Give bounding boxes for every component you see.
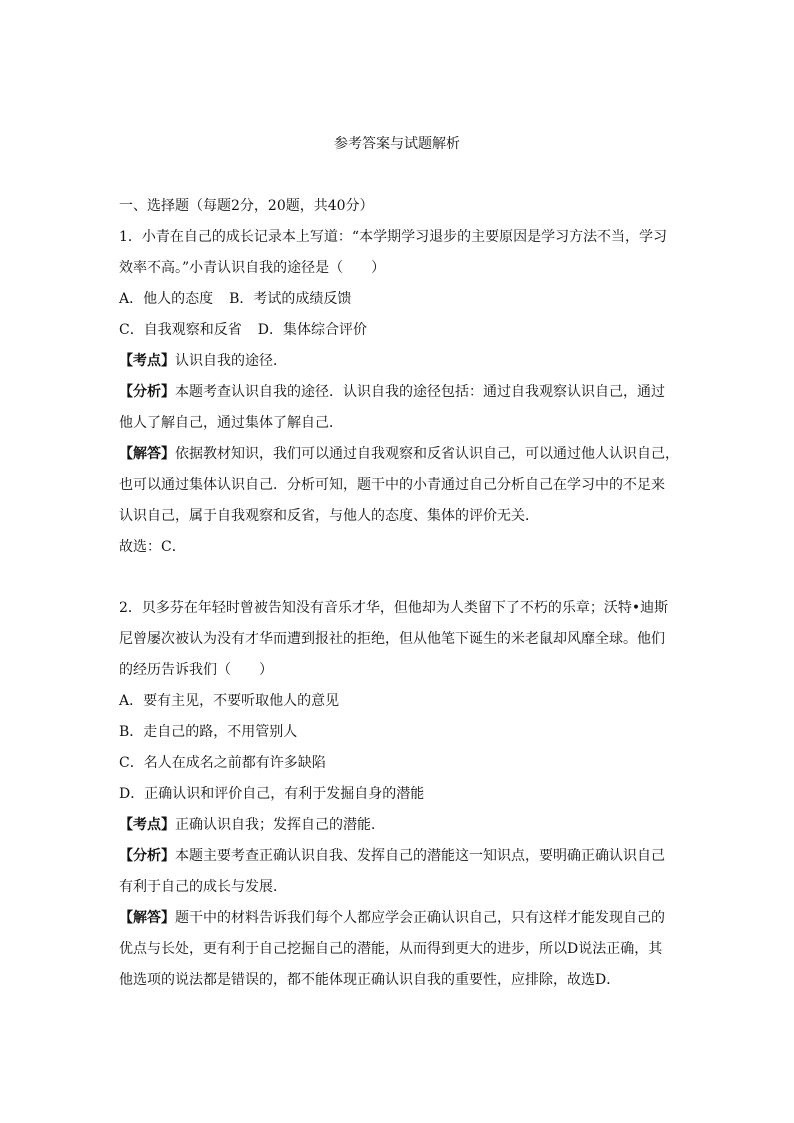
q1-fenxi-text-1: 本题考查认识自我的途径．认识自我的途径包括：通过自我观察认识自己，通过 (175, 384, 665, 400)
q1-fenxi-line-2: 他人了解自己，通过集体了解自己． (119, 415, 343, 431)
q1-kaodian-text: 认识自我的途径． (175, 353, 287, 369)
q1-jieda-line-3: 认识自己，属于自我观察和反省，与他人的态度、集体的评价无关． (119, 508, 539, 524)
q2-fenxi-text-1: 本题主要考查正确认识自我、发挥自己的潜能这一知识点，要明确正确认识自己 (175, 848, 665, 864)
q1-option-a: A．他人的态度 (119, 291, 214, 307)
q1-options-ab (119, 289, 679, 320)
q2-option-c: C．名人在成名之前都有许多缺陷 (119, 755, 326, 771)
q2-stem-line-2: 尼曾屡次被认为没有才华而遭到报社的拒绝，但从他笔下诞生的米老鼠却风靡全球。他们 (119, 631, 665, 647)
q2-option-b: B．走自己的路，不用管别人 (119, 724, 298, 740)
q1-jieda-line-1 (119, 444, 679, 475)
q1-fenxi-tag: 【分析】 (119, 384, 175, 400)
q2-jieda-text-1: 题干中的材料告诉我们每个人都应学会正确认识自己，只有这样才能发现自己的 (175, 910, 665, 926)
q2-fenxi-line-2: 有利于自己的成长与发展． (119, 879, 287, 895)
q2-fenxi-tag: 【分析】 (119, 848, 175, 864)
question-2 (119, 598, 679, 1001)
q1-kaodian (119, 351, 679, 382)
q1-jieda-text-1: 依据教材知识，我们可以通过自我观察和反省认识自己，可以通过他人认识自己， (175, 446, 679, 462)
q2-kaodian (119, 815, 679, 846)
q2-stem-line-3: 的经历告诉我们（ ） (119, 662, 273, 678)
question-1 (119, 227, 679, 568)
section-heading: 一、选择题（每题2分，20题，共40分） (119, 198, 374, 214)
q1-stem-line-1: 1．小青在自己的成长记录本上写道：“本学期学习退步的主要原因是学习方法不当，学习 (119, 229, 668, 245)
q2-jieda-tag: 【解答】 (119, 910, 175, 926)
q1-stem-line-2: 效率不高。”小青认识自我的途径是（ ） (119, 260, 386, 276)
document-body (119, 196, 679, 1001)
q2-jieda-line-3: 他选项的说法都是错误的，都不能体现正确认识自我的重要性，应排除，故选D． (119, 972, 621, 988)
q2-kaodian-text: 正确认识自我；发挥自己的潜能． (175, 817, 385, 833)
q2-jieda-line-1 (119, 908, 679, 939)
q2-option-d: D．正确认识和评价自己，有利于发掘自身的潜能 (119, 786, 425, 802)
q1-kaodian-tag: 【考点】 (119, 353, 175, 369)
q1-option-d: D．集体综合评价 (257, 322, 367, 338)
q1-option-b: B．考试的成绩反馈 (229, 291, 352, 307)
q1-option-c: C．自我观察和反省 (119, 322, 242, 338)
question-spacer (119, 568, 679, 598)
page-title: 参考答案与试题解析 (334, 136, 460, 152)
q2-stem-line-1: 2．贝多芬在年轻时曾被告知没有音乐才华，但他却为人类留下了不朽的乐章；沃特•迪斯 (119, 600, 669, 616)
q1-answer: 故选：C． (119, 539, 186, 555)
q1-fenxi-line-1 (119, 382, 679, 413)
q2-kaodian-tag: 【考点】 (119, 817, 175, 833)
q2-jieda-line-2: 优点与长处，更有利于自己挖掘自己的潜能，从而得到更大的进步，所以D说法正确，其 (119, 941, 663, 957)
q2-option-a: A．要有主见，不要听取他人的意见 (119, 693, 340, 709)
q1-jieda-tag: 【解答】 (119, 446, 175, 462)
q2-fenxi-line-1 (119, 846, 679, 877)
q1-options-cd (119, 320, 679, 351)
q1-jieda-line-2: 也可以通过集体认识自己．分析可知，题干中的小青通过自己分析自己在学习中的不足来 (119, 477, 665, 493)
